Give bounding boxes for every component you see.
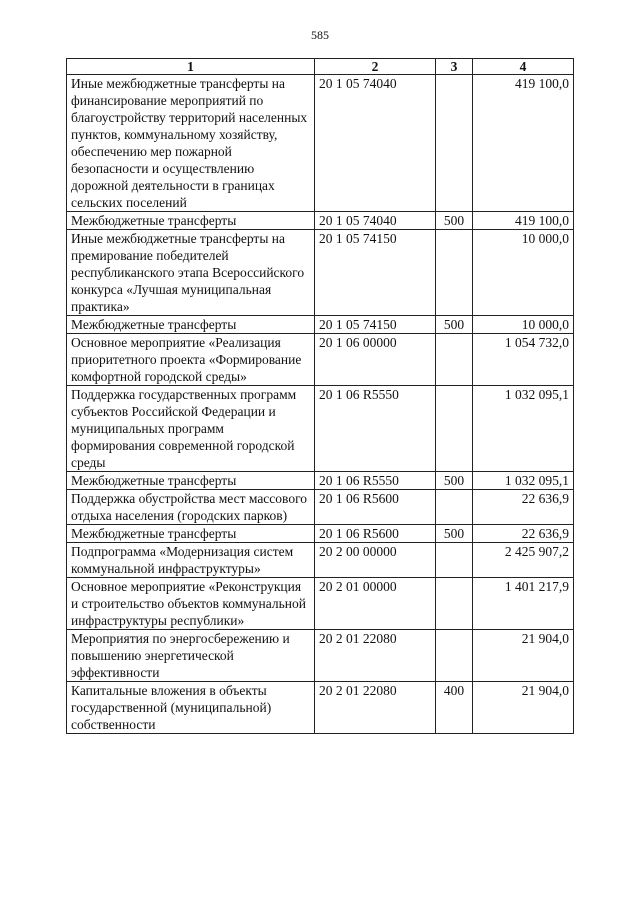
page-number: 585 <box>311 28 329 42</box>
table-row <box>67 386 574 472</box>
row-name: Капитальные вложения в объекты государственной (муниципальной) собственности <box>67 682 315 734</box>
row-name: Иные межбюджетные трансферты на финансирование мероприятий по благоустройству территорий населенных пунктов, коммунальному хозяйству, обеспечению мер пожарной безопасности и осуществлению дорожной деятельности в границах сельских поселений <box>67 75 315 212</box>
row-type <box>436 490 473 525</box>
table-row <box>67 212 574 230</box>
budget-table <box>66 58 574 734</box>
row-name: Межбюджетные трансферты <box>67 525 315 543</box>
row-code: 20 2 01 22080 <box>315 682 436 734</box>
row-name: Основное мероприятие «Реализация приоритетного проекта «Формирование комфортной городской среды» <box>67 334 315 386</box>
row-code: 20 1 06 R5550 <box>315 472 436 490</box>
table-row <box>67 75 574 212</box>
row-type <box>436 543 473 578</box>
row-code: 20 1 06 R5600 <box>315 525 436 543</box>
row-amount: 21 904,0 <box>473 630 574 682</box>
row-name: Подпрограмма «Модернизация систем коммунальной инфраструктуры» <box>67 543 315 578</box>
row-name: Поддержка обустройства мест массового отдыха населения (городских парков) <box>67 490 315 525</box>
row-amount: 2 425 907,2 <box>473 543 574 578</box>
row-type: 400 <box>436 682 473 734</box>
row-type: 500 <box>436 316 473 334</box>
row-type: 500 <box>436 212 473 230</box>
table-row <box>67 490 574 525</box>
column-header-amount: 4 <box>473 59 574 75</box>
row-amount: 10 000,0 <box>473 230 574 316</box>
row-amount: 1 401 217,9 <box>473 578 574 630</box>
row-amount: 1 032 095,1 <box>473 472 574 490</box>
row-code: 20 2 01 00000 <box>315 578 436 630</box>
table-row <box>67 543 574 578</box>
row-name: Основное мероприятие «Реконструкция и строительство объектов коммунальной инфраструктуры республики» <box>67 578 315 630</box>
row-amount: 10 000,0 <box>473 316 574 334</box>
table-row <box>67 472 574 490</box>
row-code: 20 1 06 R5600 <box>315 490 436 525</box>
row-amount: 419 100,0 <box>473 212 574 230</box>
row-code: 20 1 05 74040 <box>315 212 436 230</box>
row-type: 500 <box>436 472 473 490</box>
row-type: 500 <box>436 525 473 543</box>
row-type <box>436 578 473 630</box>
row-name: Межбюджетные трансферты <box>67 472 315 490</box>
row-type <box>436 334 473 386</box>
row-amount: 419 100,0 <box>473 75 574 212</box>
table-row <box>67 630 574 682</box>
table-row <box>67 525 574 543</box>
row-type <box>436 630 473 682</box>
table-row <box>67 334 574 386</box>
row-type <box>436 386 473 472</box>
row-amount: 22 636,9 <box>473 525 574 543</box>
row-code: 20 1 05 74040 <box>315 75 436 212</box>
table-row <box>67 316 574 334</box>
row-code: 20 1 05 74150 <box>315 316 436 334</box>
column-header-name: 1 <box>67 59 315 75</box>
row-amount: 1 032 095,1 <box>473 386 574 472</box>
row-code: 20 2 00 00000 <box>315 543 436 578</box>
row-code: 20 1 06 00000 <box>315 334 436 386</box>
table-row <box>67 682 574 734</box>
row-name: Межбюджетные трансферты <box>67 212 315 230</box>
row-name: Межбюджетные трансферты <box>67 316 315 334</box>
table-header-row <box>67 59 574 75</box>
table-row <box>67 230 574 316</box>
row-type <box>436 75 473 212</box>
row-name: Поддержка государственных программ субъектов Российской Федерации и муниципальных программ формирования современной городской среды <box>67 386 315 472</box>
row-code: 20 2 01 22080 <box>315 630 436 682</box>
row-type <box>436 230 473 316</box>
row-amount: 21 904,0 <box>473 682 574 734</box>
row-name: Мероприятия по энергосбережению и повышению энергетической эффективности <box>67 630 315 682</box>
row-name: Иные межбюджетные трансферты на премирование победителей республиканского этапа Всероссийского конкурса «Лучшая муниципальная практика» <box>67 230 315 316</box>
row-amount: 22 636,9 <box>473 490 574 525</box>
column-header-type: 3 <box>436 59 473 75</box>
table-row <box>67 578 574 630</box>
column-header-code: 2 <box>315 59 436 75</box>
row-code: 20 1 05 74150 <box>315 230 436 316</box>
row-amount: 1 054 732,0 <box>473 334 574 386</box>
row-code: 20 1 06 R5550 <box>315 386 436 472</box>
